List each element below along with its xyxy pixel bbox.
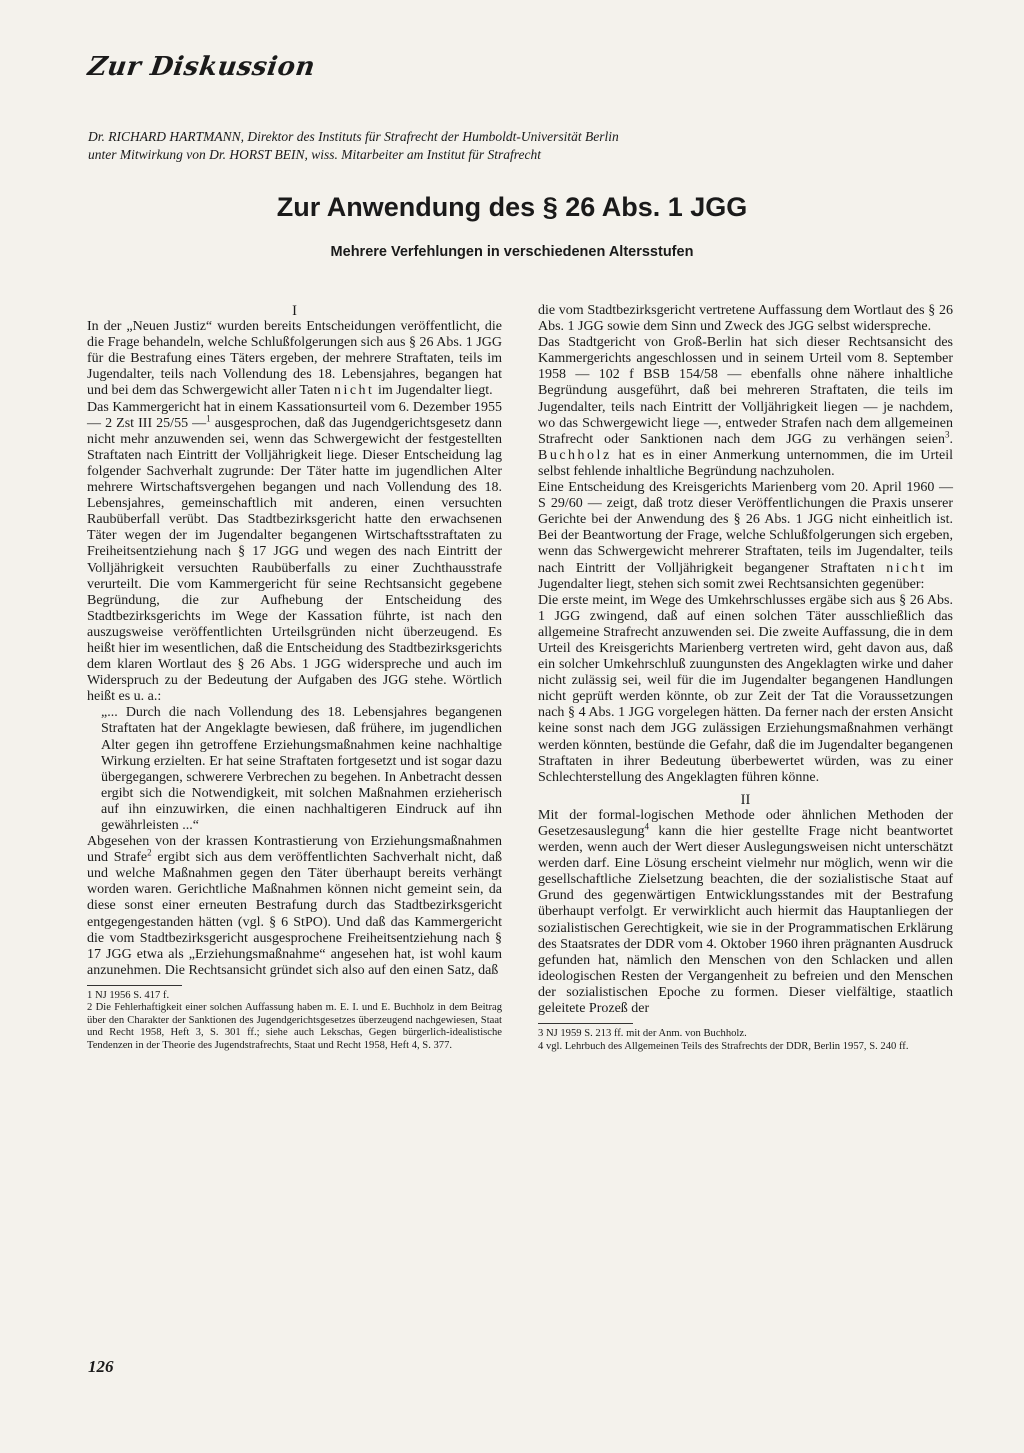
- paragraph: Abgesehen von der krassen Kontrastierung von Erziehungsmaßnahmen und Strafe$^2$ ergibt sich aus dem veröffentlichten Sachverhalt nicht, daß und welche Maßnahmen gegen den Täter überhaupt bereits verhängt worden waren. Gerichtliche Maßnahmen können nicht gemeint sein, da diese sonst einer erneuten Bestrafung durch das Stadtbezirksgericht entgegengestanden hätten (vgl. § 6 StPO). Und daß das Kammergericht die vom Stadtbezirksgericht ausgesprochene Freiheitsentziehung nach § 17 JGG etwa als „Erziehungsmaßnahme“ angesehen hat, ist wohl kaum anzunehmen. Die Rechtsansicht gründet sich also auf den einen Satz, daß: [87, 834, 502, 978]
- footnote: 2 Die Fehlerhaftigkeit einer solchen Auffassung haben m. E. I. und E. Buchholz in dem Beitrag über den Charakter der Sanktionen des Jugendgerichtsgesetzes überzeugend nachgewiesen, Staat und Recht 1958, Heft 3, S. 301 ff.; siehe auch Lekschas, Gegen bürgerlich-idealistische Tendenzen in der Theorie des Jugendstrafrechts, Staat und Recht 1958, Heft 4, S. 377.: [87, 1002, 502, 1051]
- section-numeral-2: II: [740, 791, 751, 808]
- article-title: Zur Anwendung des § 26 Abs. 1 JGG: [276, 192, 748, 222]
- paragraph: Die erste meint, im Wege des Umkehrschlusses ergäbe sich aus § 26 Abs. 1 JGG zwingend, daß auf einen solchen Täter ausschließlich das allgemeine Strafrecht anzuwenden sei. Die zweite Auffassung, die in dem Urteil des Kreisgerichts Marienberg vertreten wird, geht davon aus, daß ein solcher Umkehrschluß zuungunsten des Angeklagten wirke und daher nicht zulässig sei, weil für die im Jugendalter begangenen Handlungen nicht geprüft werden könnte, ob zur Zeit der Tat die Voraussetzungen nach § 4 Abs. 1 JGG vorgelegen hätten. Da ferner nach der ersten Ansicht keine sonst nach dem JGG zulässigen Erziehungsmaßnahmen verhängt werden könnten, bestünde die Gefahr, daß die im Jugendalter begangenen Straftaten in ihrer Bedeutung überbewertet würden, was zu einer Schlechterstellung des Angeklagten führen könne.: [538, 592, 953, 785]
- footnote: 1 NJ 1956 S. 417 f.: [87, 989, 170, 1001]
- paragraph: Das Kammergericht hat in einem Kassationsurteil vom 6. Dezember 1955 — 2 Zst III 25/55 —$^1$ ausgesprochen, daß das Jugendgerichtsgesetz dann nicht mehr anzuwenden sei, wenn das Schwergewicht der festgestellten Straftaten nach Eintritt der Volljährigkeit liege. Dieser Entscheidung lag folgender Sachverhalt zugrunde: Der Täter hatte im jugendlichen Alter mehrere Wirtschaftsvergehen begangen und nach Vollendung des 18. Lebensjahres, gemeinschaftlich mit anderen, einen versuchten Raubüberfall verübt. Das Stadtbezirksgericht hatte den erwachsenen Täter wegen der im Jugendalter begangenen Wirtschaftsstraftaten zu Freiheitsentziehung nach § 17 JGG und wegen des nach Eintritt der Volljährigkeit versuchten Raubüberfalls zu einer Zuchthausstrafe verurteilt. Die vom Kammergericht für seine Rechtsansicht gegebene Begründung, die zur Aufhebung der Entscheidung des Stadtbezirksgerichts im Wege der Kassation führte, ist nach den auszugsweise veröffentlichten Urteilsgründen nicht überzeugend. Es heißt hier im wesentlichen, daß die Entscheidung des Stadtbezirksgerichts dem klaren Wortlaut des § 26 Abs. 1 JGG widerspreche und auch im Widerspruch zu der Bedeutung der Aufgaben des JGG stehe. Wörtlich heißt es u. a.:: [87, 399, 503, 705]
- section-numeral-1: I: [292, 303, 297, 319]
- footnotes-right: [538, 1028, 953, 1053]
- block-quote: „... Durch die nach Vollendung des 18. Lebensjahres begangenen Straftaten hat der Angeklagte bewiesen, daß frühere, im jugendlichen Alter gegen ihn getroffene Erziehungsmaßnahmen keine nachhaltige Wirkung erzielten. Er hat seine Straftaten fortgesetzt und ist sogar dazu übergegangen, schwerere Verbrechen zu begehen. In Anbetracht dessen ergibt sich die Notwendigkeit, mit solchen Maßnahmen erzieherisch auf ihn einzuwirken, die einen nachhaltigeren Eindruck auf ihn gewährleisten ...“: [101, 705, 502, 833]
- paragraph: Mit der formal-logischen Methode oder ähnlichen Methoden der Gesetzesauslegung$^4$ kann die hier gestellte Frage nicht beantwortet werden, wenn auch der Wert dieser Auslegungsweisen nicht unterschätzt werden darf. Eine Lösung erscheint vielmehr nur möglich, wenn wir die gesellschaftliche Zielsetzung beachten, die der sozialistische Staat auf Grund des gegenwärtigen Entwicklungsstandes mit der Bestrafung überhaupt verfolgt. Er verwirklicht auch hiermit das Hauptanliegen der sozialistischen Gerechtigkeit, wie sie in der Programmatischen Erklärung des Staatsrates der DDR vom 4. Oktober 1960 ihren prägnanten Ausdruck gefunden hat, nämlich den Menschen von den Schlacken und allen ideologischen Resten der Vergangenheit zu befreien und den Menschen der sozialistischen Epoche zu formen. Dieser vielfältige, staatlich geleitete Prozeß der: [538, 807, 953, 1017]
- section-heading: Zur Diskussion: [85, 52, 318, 82]
- footnote-ref: 1: [206, 413, 211, 423]
- spaced-emphasis: Buchholz: [538, 447, 612, 463]
- footnote-ref: 2: [147, 847, 152, 858]
- footnote: 3 NJ 1959 S. 213 ff. mit der Anm. von Buchholz.: [538, 1028, 747, 1040]
- author-line-2: unter Mitwirkung von Dr. HORST BEIN, wiss. Mitarbeiter am Institut für Strafrecht: [88, 147, 541, 162]
- footnote-rule: [538, 1023, 633, 1024]
- paragraph: In der „Neuen Justiz“ wurden bereits Entscheidungen veröffentlicht, die die Frage behandeln, welche Schlußfolgerungen sich aus § 26 Abs. 1 JGG für die Bestrafung eines Täters ergeben, der mehrere Straftaten, teils im Jugendalter, teils nach Vollendung des 18. Lebensjahres, begangen hat und bei dem das Schwergewicht aller Taten nicht im Jugendalter liegt.: [87, 319, 502, 399]
- footnotes-left: [87, 990, 502, 1052]
- spaced-emphasis: nicht: [886, 560, 927, 576]
- footnote-rule: [87, 985, 182, 986]
- paragraph: Das Stadtgericht von Groß-Berlin hat sich dieser Rechtsansicht des Kammergerichts angeschlossen und in seinem Urteil vom 8. September 1958 — 102 f BSB 154/58 — ebenfalls ohne nähere inhaltliche Begründung ausgeführt, daß bei mehreren Straftaten, die teils im Jugendalter, teils nach Eintritt der Volljährigkeit liegen — je nachdem, wo das Schwergewicht liege —, entweder Strafen nach dem allgemeinen Strafrecht oder Sanktionen nach dem JGG zu verhängen seien$^3$. Buchholz hat es in einer Anmerkung unternommen, die im Urteil selbst fehlende inhaltliche Begründung nachzuholen.: [538, 335, 953, 479]
- article-subtitle: Mehrere Verfehlungen in verschiedenen Altersstufen: [330, 244, 694, 260]
- footnote-ref: 4: [644, 821, 650, 832]
- author-byline: [88, 128, 948, 164]
- footnote: 4 vgl. Lehrbuch des Allgemeinen Teils des Strafrechts der DDR, Berlin 1957, S. 240 ff.: [538, 1040, 909, 1052]
- spaced-emphasis: nicht: [333, 383, 375, 399]
- left-column: [87, 303, 502, 1052]
- page-number: 126: [88, 1357, 114, 1376]
- right-column: [538, 303, 953, 1053]
- paragraph: die vom Stadtbezirksgericht vertretene Auffassung dem Wortlaut des § 26 Abs. 1 JGG sowie dem Sinn und Zweck des JGG selbst widerspreche.: [538, 303, 953, 335]
- paragraph: Eine Entscheidung des Kreisgerichts Marienberg vom 20. April 1960 — S 29/60 — zeigt, daß trotz dieser Veröffentlichungen die Praxis unserer Gerichte bei der Anwendung des § 26 Abs. 1 JGG nicht einheitlich ist. Bei der Beantwortung der Frage, welche Schlußfolgerungen sich ergeben, wenn das Schwergewicht mehrerer Straftaten, teils im Jugendalter, teils nach Eintritt der Volljährigkeit begangener Straftaten nicht im Jugendalter liegt, stehen sich somit zwei Rechtsansichten gegenüber:: [538, 480, 954, 592]
- author-line-1: Dr. RICHARD HARTMANN, Direktor des Instituts für Strafrecht der Humboldt-Universität Berlin: [88, 129, 619, 144]
- footnote-ref: 3: [945, 429, 950, 440]
